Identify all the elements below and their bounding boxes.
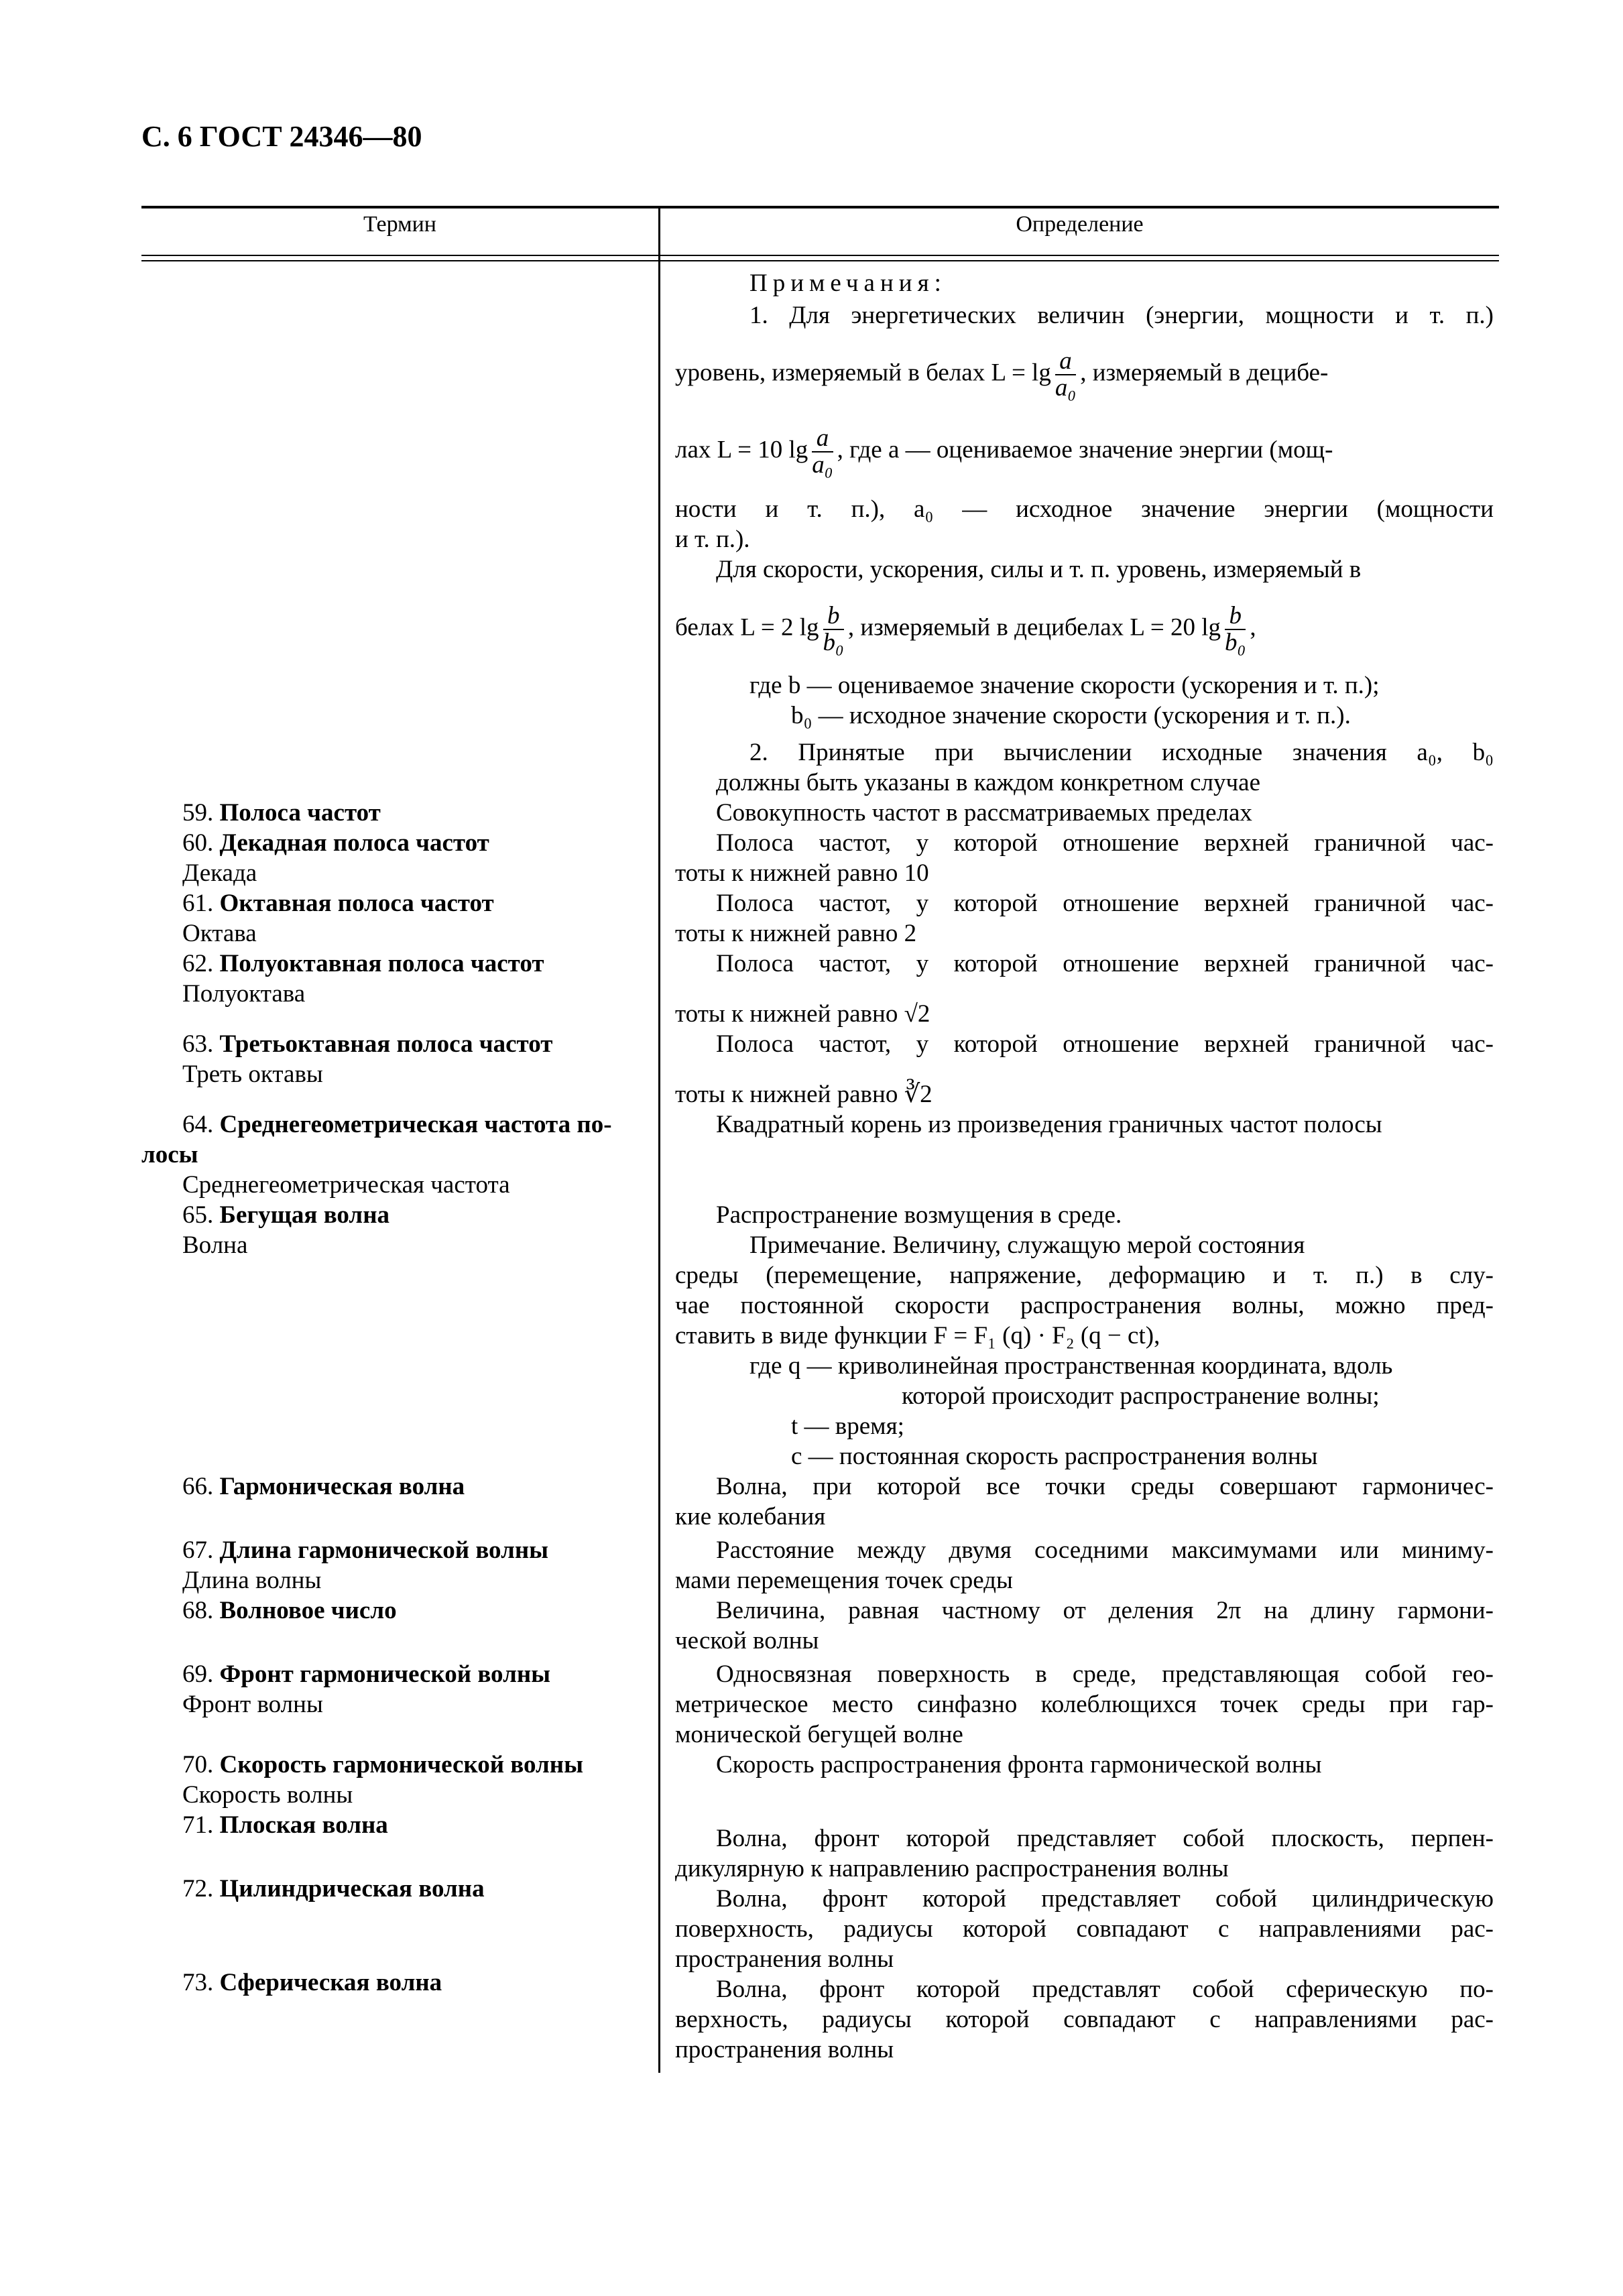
column-header-definition: Определение bbox=[1016, 212, 1144, 237]
term-64: 64. Среднегеометрическая частота по- bbox=[182, 1111, 612, 1138]
def-65-line-5: ставить в виде функции F = F₁ (q) · F₂ (q − ct), bbox=[675, 1322, 1160, 1349]
fraction-b-b0-2: $\frac{b}{\text{b₀}}$ bbox=[1225, 602, 1246, 656]
def-72-line-2: поверхность, радиусы которой совпадают с направлениями рас- bbox=[675, 1915, 1494, 1943]
def-73-line-2: верхность, радиусы которой совпадают с направлениями рас- bbox=[675, 2006, 1494, 2033]
term-71: 71. Плоская волна bbox=[182, 1811, 388, 1839]
term-62: 62. Полуоктавная полоса частот bbox=[182, 950, 544, 977]
header-rule bbox=[141, 255, 1499, 256]
def-65-line-2: Примечание. Величину, служащую мерой состояния bbox=[749, 1231, 1305, 1259]
def-70: Скорость распространения фронта гармонической волны bbox=[716, 1751, 1322, 1778]
column-header-term: Термин bbox=[363, 212, 436, 237]
def-69-line-1: Односвязная поверхность в среде, представляющая собой гео- bbox=[716, 1660, 1494, 1688]
def-65-line-1: Распространение возмущения в среде. bbox=[716, 1201, 1122, 1229]
term-60: 60. Декадная полоса частот bbox=[182, 829, 489, 857]
def-67-line-1: Расстояние между двумя соседними максимумами или миниму- bbox=[716, 1536, 1494, 1564]
term-63: 63. Третьоктавная полоса частот bbox=[182, 1030, 553, 1058]
term-63-synonym: Треть октавы bbox=[182, 1061, 323, 1088]
note-1-line-3: лах L = 10 lg $\frac{a}{\text{a₀}}$ , где a — оцениваемое значение энергии (мощ- bbox=[675, 424, 1333, 479]
def-68-line-2: ческой волны bbox=[675, 1627, 819, 1654]
term-62-synonym: Полуоктава bbox=[182, 980, 306, 1008]
term-73: 73. Сферическая волна bbox=[182, 1969, 442, 1996]
def-71-line-1: Волна, фронт которой представляет собой плоскость, перпен- bbox=[716, 1825, 1494, 1852]
def-60-line-1: Полоса частот, у которой отношение верхней граничной час- bbox=[716, 829, 1494, 857]
def-61-line-2: тоты к нижней равно 2 bbox=[675, 920, 917, 947]
def-65-line-3: среды (перемещение, напряжение, деформацию и т. п.) в слу- bbox=[675, 1262, 1494, 1289]
def-72-line-3: пространения волны bbox=[675, 1945, 894, 1973]
term-67: 67. Длина гармонической волны bbox=[182, 1536, 549, 1564]
term-64-synonym: Среднегеометрическая частота bbox=[182, 1171, 510, 1199]
note-2-line-2: должны быть указаны в каждом конкретном случае bbox=[716, 769, 1261, 796]
fraction-a-a0: $\frac{a}{\text{a₀}}$ bbox=[1055, 347, 1077, 402]
header-rule-double bbox=[141, 260, 1499, 261]
term-66: 66. Гармоническая волна bbox=[182, 1473, 465, 1500]
def-69-line-2: метрическое место синфазно колеблющихся точек среды при гар- bbox=[675, 1691, 1494, 1718]
note-1-line-2: уровень, измеряемый в белах L = lg $\frac{a}{\text{a₀}}$ , измеряемый в децибе- bbox=[675, 347, 1329, 402]
note-1-line-5: и т. п.). bbox=[675, 526, 750, 553]
def-69-line-3: монической бегущей волне bbox=[675, 1721, 963, 1748]
term-72: 72. Цилиндрическая волна bbox=[182, 1875, 485, 1902]
def-63-line-1: Полоса частот, у которой отношение верхней граничной час- bbox=[716, 1030, 1494, 1058]
term-70-synonym: Скорость волны bbox=[182, 1781, 353, 1809]
table-top-rule bbox=[141, 206, 1499, 208]
term-68: 68. Волновое число bbox=[182, 1597, 397, 1624]
def-71-line-2: дикулярную к направлению распространения волны bbox=[675, 1855, 1229, 1882]
def-72-line-1: Волна, фронт которой представляет собой цилиндрическую bbox=[716, 1885, 1494, 1913]
def-68-line-1: Величина, равная частному от деления 2π на длину гармони- bbox=[716, 1597, 1494, 1624]
notes-heading: Примечания: bbox=[749, 269, 947, 297]
term-69-synonym: Фронт волны bbox=[182, 1691, 323, 1718]
def-63-line-2: тоты к нижней равно ∛2 bbox=[675, 1081, 933, 1108]
term-65-synonym: Волна bbox=[182, 1231, 248, 1259]
def-65-line-8: t — время; bbox=[791, 1412, 904, 1440]
term-69: 69. Фронт гармонической волны bbox=[182, 1660, 551, 1688]
def-65-line-9: c — постоянная скорость распространения волны bbox=[791, 1443, 1318, 1470]
term-64-cont: лосы bbox=[141, 1141, 198, 1168]
def-65-line-7: которой происходит распространение волны; bbox=[902, 1382, 1380, 1410]
def-66-line-2: кие колебания bbox=[675, 1503, 826, 1530]
note-1-line-8: где b — оцениваемое значение скорости (ускорения и т. п.); bbox=[749, 672, 1380, 699]
term-61: 61. Октавная полоса частот bbox=[182, 890, 494, 917]
note-1-line-1: 1. Для энергетических величин (энергии, мощности и т. п.) bbox=[749, 302, 1494, 329]
term-65: 65. Бегущая волна bbox=[182, 1201, 390, 1229]
def-67-line-2: мами перемещения точек среды bbox=[675, 1567, 1013, 1594]
note-1-line-9: b₀ — исходное значение скорости (ускорения и т. п.). bbox=[791, 702, 1351, 729]
term-61-synonym: Октава bbox=[182, 920, 257, 947]
def-65-line-4: чае постоянной скорости распространения волны, можно пред- bbox=[675, 1292, 1494, 1319]
fraction-a-a0-2: $\frac{a}{\text{a₀}}$ bbox=[812, 424, 833, 479]
fraction-b-b0: $\frac{b}{\text{b₀}}$ bbox=[823, 602, 844, 656]
def-65-line-6: где q — криволинейная пространственная координата, вдоль bbox=[749, 1352, 1393, 1380]
def-73-line-3: пространения волны bbox=[675, 2036, 894, 2063]
term-60-synonym: Декада bbox=[182, 859, 257, 887]
note-1-line-4: ности и т. п.), a₀ — исходное значение энергии (мощности bbox=[675, 495, 1494, 523]
note-1-line-6: Для скорости, ускорения, силы и т. п. уровень, измеряемый в bbox=[716, 556, 1362, 583]
def-73-line-1: Волна, фронт которой представлят собой сферическую по- bbox=[716, 1976, 1494, 2003]
def-66-line-1: Волна, при которой все точки среды совершают гармоничес- bbox=[716, 1473, 1494, 1500]
def-60-line-2: тоты к нижней равно 10 bbox=[675, 859, 929, 887]
note-2-line-1: 2. Принятые при вычислении исходные значения a₀, b₀ bbox=[749, 739, 1494, 766]
term-67-synonym: Длина волны bbox=[182, 1567, 322, 1594]
def-62-line-1: Полоса частот, у которой отношение верхней граничной час- bbox=[716, 950, 1494, 977]
def-64: Квадратный корень из произведения граничных частот полосы bbox=[716, 1111, 1382, 1138]
def-62-line-2: тоты к нижней равно √2 bbox=[675, 1000, 930, 1028]
column-divider bbox=[658, 206, 660, 2073]
term-70: 70. Скорость гармонической волны bbox=[182, 1751, 583, 1778]
note-1-line-7: белах L = 2 lg $\frac{b}{\text{b₀}}$ , измеряемый в децибелах L = 20 lg $\frac{b}{\text{b₀}}$ , bbox=[675, 602, 1256, 656]
term-59: 59. Полоса частот bbox=[182, 799, 381, 827]
page-header: С. 6 ГОСТ 24346—80 bbox=[141, 120, 422, 153]
def-59: Совокупность частот в рассматриваемых пределах bbox=[716, 799, 1252, 827]
def-61-line-1: Полоса частот, у которой отношение верхней граничной час- bbox=[716, 890, 1494, 917]
